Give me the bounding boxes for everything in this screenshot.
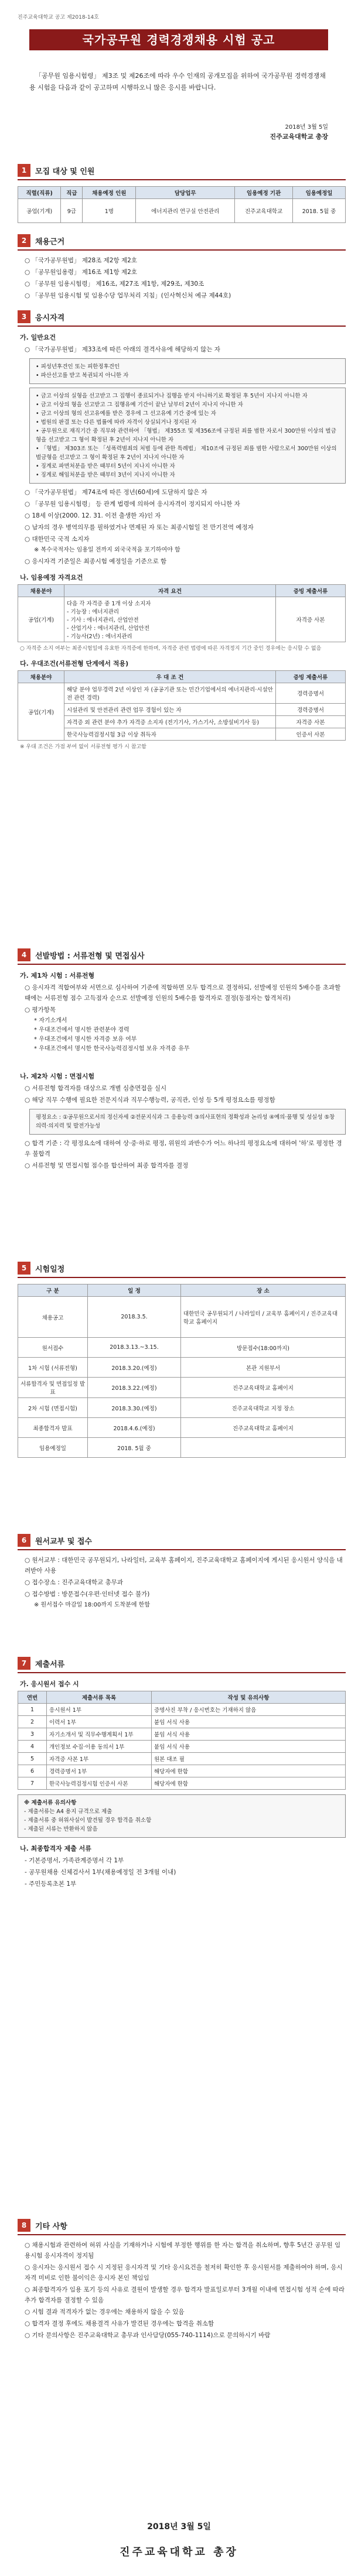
disqual-item: • 법원의 판결 또는 다른 법률에 따라 자격이 상실되거나 정지된 자 <box>36 419 197 426</box>
section-selection <box>18 948 346 1172</box>
legal-basis-item: ○ 「공무원임용령」 제16조 제1항 제2호 <box>25 269 137 276</box>
schedule-row: 서류합격자 및 면접일정 발표 2018.3.22.(예정) 진주교육대학교 홈페이지 <box>18 1378 346 1398</box>
final-doc-item: - 주민등록초본 1부 <box>25 1880 77 1888</box>
announcer: 진주교육대학교 총장 <box>270 133 328 141</box>
section-title: 시험일정 <box>35 1265 65 1274</box>
stage1-criterion: * 우대조건에서 명시한 한국사능력검정시험 보유 자격증 유무 <box>34 1046 190 1052</box>
license-heading: 나. 임용예정 자격요건 <box>20 574 83 581</box>
qual-extra: ○ 18세 이상(2000. 12. 31. 이전 출생한 자)인 자 <box>25 512 161 519</box>
legal-basis-item: ○ 「공무원 임용시험 및 임용수당 업무처리 지침」(인사혁신처 예규 제44호) <box>25 292 231 299</box>
section-title: 원서교부 및 접수 <box>35 1537 92 1546</box>
section-number: 2 <box>18 234 30 247</box>
stage1-item: ○ 응시자격 적합여부와 서면으로 심사하여 기준에 적합하면 모두 합격으로 결정하되, 선발예정 인원의 5배수를 초과할 때에는 서류전형 점수 고득점자 순으로 선발예정 인원의 5배수를 합격자로 결정(동점자는 합격처리) <box>25 984 341 1002</box>
recruit-header-cell: 직급 <box>61 187 83 199</box>
schedule-row: 1차 시험 (서류전형) 2018.3.20.(예정) 본관 지원부서 <box>18 1358 346 1378</box>
license-table: 채용분야 자격 요건 증빙 제출서류 공업(기계) 다음 각 자격증 중 1개 이상 소지자 - 기능장 : 에너지관리 - 기사 : 에너지관리, 산업안전 - 산업기사 : 에너지관리, 산업안전 - 기능사(2년) : 에너지관리 자격증 사본 <box>18 584 346 642</box>
disqual-item: • 금고 이상의 실형을 선고받고 그 집행이 종료되거나 집행을 받지 아니하기로 확정된 후 5년이 지나지 아니한 자 <box>36 393 308 399</box>
section-schedule <box>18 1262 346 1458</box>
qual-extra-note: ※ 복수국적자는 임용일 전까지 외국국적을 포기하여야 함 <box>34 547 180 553</box>
page-title: 국가공무원 경력경쟁채용 시험 공고 <box>29 29 328 50</box>
recruit-cell: 공업(기계) <box>18 199 61 223</box>
license-doc: 자격증 사본 <box>276 597 346 642</box>
section-recruit <box>18 164 346 223</box>
section-title: 기타 사항 <box>35 2222 67 2231</box>
section-title: 채용근거 <box>35 237 65 246</box>
recruit-header-cell: 담당업무 <box>136 187 235 199</box>
application-item: ○ 접수방법 : 방문접수(우편·인터넷 접수 불가) <box>25 1591 150 1598</box>
preference-doc: 경력증명서 <box>276 704 346 716</box>
license-note: ○ 자격증 소지 여부는 최종시험일에 유효한 자격증에 한하며, 자격증 관련 법령에 따른 자격정지 기간 중인 경우에는 응시할 수 없음 <box>20 646 322 652</box>
preference-heading: 다. 우대조건(서류전형 단계에서 적용) <box>20 660 129 667</box>
docs-row: 3 자기소개서 및 직무수행계획서 1부 붙임 서식 사용 <box>18 1728 346 1741</box>
recruit-header-cell: 직렬(직류) <box>18 187 61 199</box>
section-title: 선발방법 : 서류전형 및 면접심사 <box>35 951 145 961</box>
docs-row: 1 응시원서 1부 증명사진 부착 / 응시번호는 기재하지 않음 <box>18 1704 346 1716</box>
disqualification-box-2 <box>29 388 346 484</box>
qual-extra: ○ 대한민국 국적 소지자 <box>25 536 90 543</box>
final-doc-item: - 공무원채용 신체검사서 1부(채용예정일 전 3개월 이내) <box>25 1869 176 1876</box>
disqual-item: • 금고 이상의 형의 선고유예를 받은 경우에 그 선고유예 기간 중에 있는 자 <box>36 410 216 417</box>
etc-item: ○ 채용시험과 관련하여 허위 사실을 기재하거나 시험에 부정한 행위를 한 자는 합격을 취소하며, 향후 5년간 공무원 임용시험 응시자격이 정지됨 <box>25 2242 341 2259</box>
final-docs-heading: 나. 최종합격자 제출 서류 <box>20 1845 91 1852</box>
schedule-row: 임용예정일 2018. 5월 중 <box>18 1438 346 1458</box>
application-item: ○ 접수장소 : 진주교육대학교 총무과 <box>25 1579 124 1586</box>
announce-date: 2018년 3월 5일 <box>285 124 328 131</box>
disqualification-box <box>29 358 346 384</box>
stage2-item: ○ 서류전형 합격자를 대상으로 개별 심층면접을 실시 <box>25 1085 167 1092</box>
disqual-item: • 징계로 해임처분을 받은 때부터 3년이 지나지 아니한 자 <box>36 472 175 478</box>
footer-date: 2018년 3월 5일 <box>147 2522 211 2532</box>
general-requirements-text: ○ 「국가공무원법」 제33조에 따른 아래의 결격사유에 해당하지 않는 자 <box>25 346 220 353</box>
disqual-item: • 피성년후견인 또는 피한정후견인 <box>36 364 120 370</box>
recruit-cell: 2018. 5월 중 <box>293 199 346 223</box>
recruit-header-cell: 임용예정 기관 <box>235 187 293 199</box>
announce-signature <box>211 123 328 142</box>
recruit-header-cell: 채용예정 인원 <box>83 187 136 199</box>
section-legal-basis <box>18 234 346 302</box>
notice-number: 진주교육대학교 공고 제2018-14호 <box>18 15 99 20</box>
stage1-criterion: * 우대조건에서 명시한 자격증 보유 여부 <box>34 1036 137 1043</box>
qual-extra: ○ 「국가공무원법」 제74조에 따른 정년(60세)에 도달하지 않은 자 <box>25 489 207 496</box>
preference-item: 한국사능력검정시험 3급 이상 취득자 <box>64 728 276 741</box>
stage2-item: ○ 해당 직무 수행에 필요한 전문지식과 직무수행능력, 공직관, 인성 등 5개 평정요소를 평정함 <box>25 1097 275 1104</box>
docs-table: 연번 제출서류 목록 작성 및 유의사항 1 응시원서 1부 증명사진 부착 / 응시번호는 기재하지 않음 2 이력서 1부 붙임 서식 사용 3 자기소개서 및 직무수행계획서 1부 붙임 서식 사용 4 개인정보 수집·이용 동의서 1부 붙임 서식 사용 5 자격증 사본 1부 원본 대조 필 6 경력증명서 1부 해당자에 한함 7 한국사능력검정시험 인증서 사본 해당자에 한함 <box>18 1691 346 1790</box>
etc-item: ○ 기타 문의사항은 진주교육대학교 총무과 인사담당(055-740-1114)으로 문의하시기 바람 <box>25 2332 271 2339</box>
schedule-row: 원서접수 2018.3.13.~3.15. 방문접수(18:00까지) <box>18 1338 346 1358</box>
docs-row: 7 한국사능력검정시험 인증서 사본 해당자에 한함 <box>18 1777 346 1790</box>
final-doc-item: - 기본증명서, 가족관계증명서 각 1부 <box>25 1857 124 1864</box>
section-application <box>18 1534 346 1610</box>
preference-doc: 자격증 사본 <box>276 716 346 728</box>
stage2-criteria-box: 평정요소 : ①공무원으로서의 정신자세 ②전문지식과 그 응용능력 ③의사표현의 정확성과 논리성 ④예의·품행 및 성실성 ⑤창의력·의지력 및 발전가능성 <box>29 1109 346 1135</box>
preference-doc: 인증서 사본 <box>276 728 346 741</box>
section-number: 5 <box>18 1262 30 1275</box>
etc-item: ○ 시험 결과 적격자가 없는 경우에는 채용하지 않을 수 있음 <box>25 2308 185 2315</box>
section-title: 모집 대상 및 인원 <box>35 167 95 176</box>
docs-notice-box: ※ 제출서류 유의사항 - 제출서류는 A4 용지 규격으로 제출 - 제출서류 중 허위사실이 발견될 경우 합격을 취소함 - 제출된 서류는 반환하지 않음 <box>18 1794 346 1838</box>
preference-field: 공업(기계) <box>18 683 64 741</box>
docs-row: 2 이력서 1부 붙임 서식 사용 <box>18 1716 346 1728</box>
legal-basis-item: ○ 「국가공무원법」 제28조 제2항 제2호 <box>25 257 137 264</box>
license-items: 다음 각 자격증 중 1개 이상 소지자 - 기능장 : 에너지관리 - 기사 : 에너지관리, 산업안전 - 산업기사 : 에너지관리, 산업안전 - 기능사(2년) : 에너지관리 <box>64 597 276 642</box>
section-number: 1 <box>18 164 30 177</box>
section-number: 6 <box>18 1534 30 1547</box>
intro-text: 「공무원 임용시험령」 제3조 및 제26조에 따라 우수 인재의 공개모집을 위하여 국가공무원 경력경쟁채용 시험을 다음과 같이 공고하며 시행하오니 많은 응시를 바랍니다. <box>29 72 326 91</box>
stage1-criterion: * 우대조건에서 명시한 관련분야 경력 <box>34 1027 129 1033</box>
preference-table: 채용분야 우 대 조 건 증빙 제출서류 공업(기계) 해당 분야 업무경력 2년 이상인 자 (공공기관 또는 민간기업에서의 에너지관리·시설안전 관련 경력) 경력증명서 시설관리 및 안전관리 관련 업무 경험이 있는 자 경력증명서 자격증 외 관련 분야 추가 자격증 소지자 (전기기사, 가스기사, 소방설비기사 등) 자격증 사본 한국사능력검정시험 3급 이상 취득자 인증서 사본 <box>18 670 346 741</box>
stage2-item: ○ 합격 기준 : 각 평정요소에 대하여 상·중·하로 평정, 위원의 과반수가 어느 하나의 평정요소에 대하여 '하'로 평정한 경우 불합격 <box>25 1140 342 1157</box>
section-number: 4 <box>18 948 30 961</box>
recruit-header-cell: 임용예정일 <box>293 187 346 199</box>
qual-extra: ○ 남자의 경우 병역의무를 필하였거나 면제된 자 또는 최종시험일 전 만기전역 예정자 <box>25 524 254 531</box>
section-qualification <box>18 310 346 753</box>
application-item: ○ 원서교부 : 대한민국 공무원되기, 나라일터, 교육부 홈페이지, 진주교육대학교 홈페이지에 게시된 응시원서 양식을 내려받아 사용 <box>25 1557 343 1574</box>
section-number: 8 <box>18 2219 30 2232</box>
footer-org: 진주교육대학교 총장 <box>120 2546 238 2558</box>
preference-note: ※ 우대 조건은 가점 부여 없이 서류전형 평가 시 참고함 <box>20 744 146 750</box>
recruit-cell: 진주교육대학교 <box>235 199 293 223</box>
stage1-criterion: * 자기소개서 <box>34 1018 67 1024</box>
general-requirements-heading: 가. 일반요건 <box>20 334 56 341</box>
docs-row: 4 개인정보 수집·이용 동의서 1부 붙임 서식 사용 <box>18 1741 346 1753</box>
section-title: 응시자격 <box>35 313 65 323</box>
docs-row: 6 경력증명서 1부 해당자에 한함 <box>18 1765 346 1777</box>
preference-item: 시설관리 및 안전관리 관련 업무 경험이 있는 자 <box>64 704 276 716</box>
recruit-cell: 에너지관리 연구실 안전관리 <box>136 199 235 223</box>
stage2-heading: 나. 제2차 시험 : 면접시험 <box>20 1073 95 1080</box>
recruit-cell: 1명 <box>83 199 136 223</box>
disqual-item: • 공무원으로 재직기간 중 직무와 관련하여 「형법」 제355조 및 제356조에 규정된 죄를 범한 자로서 300만원 이상의 벌금형을 선고받고 그 형이 확정된 후 2년이 지나지 아니한 자 <box>36 428 336 443</box>
etc-item: ○ 합격자 결정 후에도 채용결격 사유가 발견된 경우에는 합격을 취소함 <box>25 2320 214 2327</box>
disqual-item: • 「형법」 제303조 또는 「성폭력범죄의 처벌 등에 관한 특례법」 제10조에 규정된 죄를 범한 사람으로서 300만원 이상의 벌금형을 선고받고 그 형이 확정된 후 2년이 지나지 아니한 자 <box>36 446 337 461</box>
application-note: ※ 원서접수 마감일 18:00까지 도착분에 한함 <box>34 1602 150 1608</box>
etc-item: ○ 최종합격자가 임용 포기 등의 사유로 결원이 발생할 경우 합격자 발표일로부터 3개월 이내에 면접시험 성적 순에 따라 추가 합격자를 결정할 수 있음 <box>25 2286 345 2304</box>
qual-extra: ○ 응시자격 기준일은 최종시험 예정일을 기준으로 함 <box>25 558 167 565</box>
schedule-row: 최종합격자 발표 2018.4.6.(예정) 진주교육대학교 홈페이지 <box>18 1418 346 1438</box>
section-number: 7 <box>18 1657 30 1670</box>
license-field: 공업(기계) <box>18 597 64 642</box>
disqual-item: • 파산선고를 받고 복권되지 아니한 자 <box>36 372 129 379</box>
docs-heading: 가. 응시원서 접수 시 <box>20 1680 79 1688</box>
docs-row: 5 자격증 사본 1부 원본 대조 필 <box>18 1753 346 1765</box>
section-title: 제출서류 <box>35 1660 65 1669</box>
section-etc <box>18 2219 346 2342</box>
stage1-heading: 가. 제1차 시험 : 서류전형 <box>20 972 95 979</box>
schedule-row: 2차 시험 (면접시험) 2018.3.30.(예정) 진주교육대학교 지정 장소 <box>18 1398 346 1418</box>
etc-item: ○ 응시자는 응시원서 접수 시 지정된 응시자격 및 기타 응시요건을 철저히 확인한 후 응시원서를 제출하여야 하며, 응시자격 미비로 인한 불이익은 응시자 본인 책임임 <box>25 2264 343 2282</box>
recruit-cell: 9급 <box>61 199 83 223</box>
disqual-item: • 징계로 파면처분을 받은 때부터 5년이 지나지 아니한 자 <box>36 463 175 470</box>
section-number: 3 <box>18 310 30 323</box>
disqual-item: • 금고 이상의 형을 선고받고 그 집행유예 기간이 끝난 날부터 2년이 지나지 아니한 자 <box>36 402 243 408</box>
preference-item: 해당 분야 업무경력 2년 이상인 자 (공공기관 또는 민간기업에서의 에너지관리·시설안전 관련 경력) <box>64 683 276 704</box>
stage1-item: ○ 평가항목 <box>25 1006 56 1013</box>
section-documents <box>18 1657 346 1890</box>
intro <box>29 70 328 94</box>
schedule-table: 구 분 일 정 장 소 채용공고 2018.3.5. 대한민국 공무원되기 / 나라일터 / 교육부 홈페이지 / 진주교육대학교 홈페이지 원서접수 2018.3.13.~3.15. 방문접수(18:00까지) 1차 시험 (서류전형) 2018.3.20.(예정) 본관 지원부서 서류합격자 및 면접일정 발표 2018.3.22.(예정) 진주교육대학교 홈페이지 2차 시험 (면접시험) 2018.3.30.(예정) 진주교육대학교 지정 장소 최종합격자 발표 2018.4.6.(예정) 진주교육대학교 홈페이지 임용예정일 2018. 5월 중 <box>18 1284 346 1458</box>
preference-item: 자격증 외 관련 분야 추가 자격증 소지자 (전기기사, 가스기사, 소방설비기사 등) <box>64 716 276 728</box>
recruit-table <box>18 186 346 223</box>
schedule-row: 채용공고 2018.3.5. 대한민국 공무원되기 / 나라일터 / 교육부 홈페이지 / 진주교육대학교 홈페이지 <box>18 1297 346 1338</box>
legal-basis-list <box>18 255 346 301</box>
legal-basis-item: ○ 「공무원 임용시험령」 제16조, 제27조 제1항, 제29조, 제30조 <box>25 280 204 287</box>
qual-extra: ○ 「공무원 임용시험령」 등 관계 법령에 의하여 응시자격이 정지되지 아니한 자 <box>25 501 240 508</box>
preference-doc: 경력증명서 <box>276 683 346 704</box>
stage2-item: ○ 서류전형 및 면접시험 점수를 합산하여 최종 합격자를 결정 <box>25 1162 189 1169</box>
